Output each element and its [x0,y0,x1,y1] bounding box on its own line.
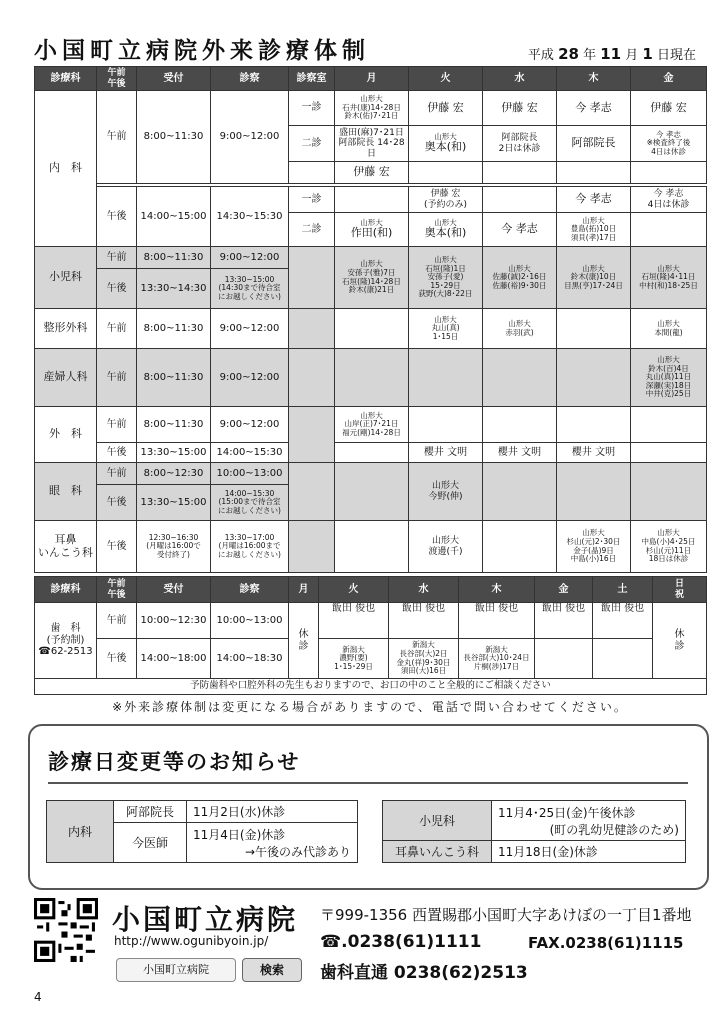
period-cell: 午前 [97,91,137,184]
table-row [47,801,358,823]
period-cell: 午後 [97,269,137,309]
exam-time: 14:00~18:30 [211,639,289,679]
website-link[interactable]: http://www.ogunibyoin.jp/ [114,934,269,948]
table-cell [409,407,483,443]
table-cell [289,463,335,521]
table-cell [409,349,483,407]
page-number: 4 [34,990,42,1004]
doctor-cell: 山形大 赤羽(武) [483,309,557,349]
table-cell [557,349,631,407]
table-cell [557,407,631,443]
table-cell [631,407,707,443]
doctor-cell: 飯田 俊也 [389,603,459,639]
table-header-row [35,67,707,91]
header-cell: 金 [631,67,707,91]
period-cell: 午後 [97,639,137,679]
header-cell: 午前 午後 [97,67,137,91]
doctor-cell: 山形大 豊島(拓)10日 須貝(孝)17日 [557,213,631,247]
table-cell [289,521,335,573]
phone-number: ☎.0238(61)1111 [320,932,482,952]
period-cell: 午前 [97,247,137,269]
table-cell [631,162,707,184]
table-cell [335,521,409,573]
doctor-cell: 今 孝志 [557,91,631,126]
header-cell: 午前 午後 [97,577,137,603]
table-cell [557,463,631,521]
header-cell: 水 [389,577,459,603]
page-title: 小国町立病院外来診療体制 [34,38,370,64]
doctor-cell: 今 孝志 4日は休診 [631,187,707,213]
period-cell: 午後 [97,187,137,247]
table-row [35,187,707,213]
address: 〒999-1356 西置賜郡小国町大字あけぼの一丁目1番地 [320,906,692,924]
dental-footer-note: 予防歯科や口腔外科の先生もおりますので、お口の中のこと全般的にご相談ください [35,679,707,695]
doctor-cell: 山形大 佐藤(誠)2･16日 佐藤(裕)9･30日 [483,247,557,309]
doctor-cell: 山形大 鈴木(康)10日 目黒(亨)17･24日 [557,247,631,309]
reception-time: 10:00~12:30 [137,603,211,639]
exam-time: 9:00~12:00 [211,349,289,407]
header-cell: 金 [535,577,593,603]
doctor-cell: 山形大 奥本(和) [409,213,483,247]
header-cell: 火 [319,577,389,603]
notice-title: 診療日変更等のお知らせ [48,750,301,774]
table-cell [335,309,409,349]
doctor-cell: 山形大 渡邊(千) [409,521,483,573]
table-cell [631,443,707,463]
table-cell [289,247,335,309]
doctor-cell: 山形大 石垣(隆)1日 安孫子(愛) 15･29日 荻野(大)8･22日 [409,247,483,309]
table-row [35,639,707,679]
fax-number: FAX.0238(61)1115 [528,934,684,952]
doctor-cell: 今 孝志 ※検査終了後 4日は休診 [631,126,707,162]
exam-time: 10:00~13:00 [211,603,289,639]
reception-time: 13:30~15:00 [137,485,211,521]
header-cell: 受付 [137,67,211,91]
reception-time: 14:00~18:00 [137,639,211,679]
room-cell: 一診 [289,187,335,213]
period-cell: 午後 [97,521,137,573]
table-cell [535,639,593,679]
period-cell: 午前 [97,349,137,407]
doctor-cell: 山形大 山岸(正)7･21日 福元(剛)14･28日 [335,407,409,443]
table-row [35,247,707,269]
table-cell [483,162,557,184]
notice-table-right [382,800,686,863]
period-cell: 午後 [97,485,137,521]
reception-time: 8:00~11:30 [137,247,211,269]
notice-box [28,724,709,890]
doctor-cell: 山形大 杉山(元)2･30日 金子(晶)9日 中島(小)16日 [557,521,631,573]
doctor-cell: 櫻井 文明 [483,443,557,463]
reception-time: 8:00~11:30 [137,407,211,443]
reception-time: 8:00~11:30 [137,91,211,184]
doctor-cell: 新潟大 濃野(要) 1･15･29日 [319,639,389,679]
doctor-cell: 盛田(麻)7･21日 阿部院長 14･28日 [335,126,409,162]
doctor-cell: 山形大 作田(和) [335,213,409,247]
doctor-cell: 伊藤 宏 [631,91,707,126]
room-cell: 一診 [289,91,335,126]
doctor-cell: 今 孝志 [557,187,631,213]
closed-cell: 休 診 [653,603,707,679]
table-row [383,841,686,863]
exam-time: 9:00~12:00 [211,91,289,184]
period-cell: 午前 [97,463,137,485]
notice-dept: 小児科 [383,801,492,841]
dept-pediatrics: 小児科 [35,247,97,309]
doctor-cell: 阿部院長 2日は休診 [483,126,557,162]
table-cell [289,162,335,184]
doctor-cell: 櫻井 文明 [557,443,631,463]
doctor-cell: 伊藤 宏 [409,91,483,126]
doctor-cell: 新潟大 長谷部(大)2日 金丸(祥)9･30日 須田(大)16日 [389,639,459,679]
table-cell [631,463,707,521]
header-cell: 日 祝 [653,577,707,603]
room-cell: 二診 [289,213,335,247]
dept-dentistry: 歯 科 (予約制) ☎62-2513 [35,603,97,679]
exam-time: 14:00~15:30 [211,443,289,463]
doctor-cell: 櫻井 文明 [409,443,483,463]
exam-time: 14:00~15:30 (15:00まで待合室 にお越しください) [211,485,289,521]
table-row [35,521,707,573]
table-cell [289,407,335,463]
table-cell [631,213,707,247]
header-cell: 診察室 [289,67,335,91]
table-row [35,91,707,126]
doctor-cell: 阿部院長 [557,126,631,162]
exam-time: 9:00~12:00 [211,247,289,269]
table-cell [409,162,483,184]
header-cell: 月 [335,67,409,91]
header-cell: 月 [289,577,319,603]
table-row [383,801,686,841]
header-cell: 火 [409,67,483,91]
notice-doctor: 阿部院長 [114,801,187,823]
notice-text: 11月4･25日(金)午後休診 (町の乳幼児健診のため) [492,801,686,841]
table-cell [289,309,335,349]
table-cell [335,463,409,521]
header-cell: 診察 [211,67,289,91]
exam-time: 13:30~15:00 (14:30まで待合室 にお越しください) [211,269,289,309]
dept-obgyn: 産婦人科 [35,349,97,407]
reception-time: 8:00~11:30 [137,349,211,407]
table-header-row [35,577,707,603]
header-cell: 土 [593,577,653,603]
reception-time: 12:30~16:30 (月曜は16:00で 受付終了) [137,521,211,573]
dept-ent: 耳鼻 いんこう科 [35,521,97,573]
table-row [35,407,707,443]
dept-internal-medicine: 内 科 [35,91,97,247]
dept-surgery: 外 科 [35,407,97,463]
table-cell [483,463,557,521]
header-cell: 水 [483,67,557,91]
period-cell: 午前 [97,603,137,639]
search-input[interactable]: 小国町立病院 [116,958,236,982]
exam-time: 9:00~12:00 [211,309,289,349]
table-cell [483,349,557,407]
reception-time: 8:00~12:30 [137,463,211,485]
table-cell [483,407,557,443]
doctor-cell: 山形大 奥本(和) [409,126,483,162]
header-cell: 受付 [137,577,211,603]
reception-time: 14:00~15:00 [137,187,211,247]
notice-doctor: 今医師 [114,823,187,863]
doctor-cell: 飯田 俊也 [319,603,389,639]
exam-time: 13:30~17:00 (月曜は16:00まで にお越しください) [211,521,289,573]
header-cell: 診療科 [35,67,97,91]
period-cell: 午後 [97,443,137,463]
doctor-cell: 山形大 本間(龍) [631,309,707,349]
doctor-cell: 山形大 丸山(真) 1･15日 [409,309,483,349]
exam-time: 9:00~12:00 [211,407,289,443]
table-cell [289,349,335,407]
table-cell [335,349,409,407]
table-cell [483,521,557,573]
table-cell [483,187,557,213]
doctor-cell: 山形大 石井(康)14･28日 鈴木(佑)7･21日 [335,91,409,126]
reception-time: 13:30~15:00 [137,443,211,463]
table-row [35,309,707,349]
doctor-cell: 伊藤 宏 [483,91,557,126]
doctor-cell: 新潟大 長谷部(大)10･24日 片桐(渉)17日 [459,639,535,679]
doctor-cell: 山形大 中島(小)4･25日 杉山(元)11日 18日は休診 [631,521,707,573]
period-cell: 午前 [97,407,137,443]
notice-dept: 内科 [47,801,114,863]
divider [48,782,688,784]
table-row [35,349,707,407]
period-cell: 午前 [97,309,137,349]
dept-ophthalmology: 眼 科 [35,463,97,521]
reception-time: 13:30~14:30 [137,269,211,309]
doctor-cell: 今 孝志 [483,213,557,247]
header-cell: 診療科 [35,577,97,603]
doctor-cell: 山形大 安孫子(雅)7日 石垣(隆)14･28日 鈴木(康)21日 [335,247,409,309]
notice-text: 11月18日(金)休診 [492,841,686,863]
doctor-cell: 飯田 俊也 [459,603,535,639]
closed-cell: 休 診 [289,603,319,679]
table-cell [557,162,631,184]
exam-time: 14:30~15:30 [211,187,289,247]
reception-time: 8:00~11:30 [137,309,211,349]
dental-schedule-table [34,576,707,695]
table-cell [557,309,631,349]
table-cell [335,443,409,463]
effective-date: 平成 28 年 11 月 1 日現在 [527,45,696,63]
notice-text: 11月2日(水)休診 [187,801,358,823]
header-cell: 木 [557,67,631,91]
header-cell: 木 [459,577,535,603]
table-row [35,443,707,463]
table-cell [335,187,409,213]
notice-dept: 耳鼻いんこう科 [383,841,492,863]
table-row [35,603,707,639]
notice-text: 11月4日(金)休診 →午後のみ代診あり [187,823,358,863]
doctor-cell: 山形大 石垣(隆)4･11日 中村(和)18･25日 [631,247,707,309]
doctor-cell: 飯田 俊也 [593,603,653,639]
room-cell: 二診 [289,126,335,162]
doctor-cell: 山形大 鈴木(百)4日 丸山(真)11日 深瀬(実)18日 中井(克)25日 [631,349,707,407]
doctor-cell: 伊藤 宏 (予約のみ) [409,187,483,213]
exam-time: 10:00~13:00 [211,463,289,485]
dental-phone: 歯科直通 0238(62)2513 [320,963,528,983]
table-cell [593,639,653,679]
outpatient-schedule-table [34,66,707,573]
doctor-cell: 飯田 俊也 [535,603,593,639]
notice-table-left [46,800,358,863]
table-row [35,679,707,695]
header-cell: 診察 [211,577,289,603]
dept-orthopedics: 整形外科 [35,309,97,349]
hospital-name: 小国町立病院 [112,903,299,936]
doctor-cell: 伊藤 宏 [335,162,409,184]
search-button[interactable]: 検索 [242,958,302,982]
qr-code-icon [34,898,98,962]
table-row [35,463,707,485]
schedule-change-note: ※外来診療体制は変更になる場合がありますので、電話で問い合わせてください。 [112,700,628,714]
doctor-cell: 山形大 今野(伸) [409,463,483,521]
